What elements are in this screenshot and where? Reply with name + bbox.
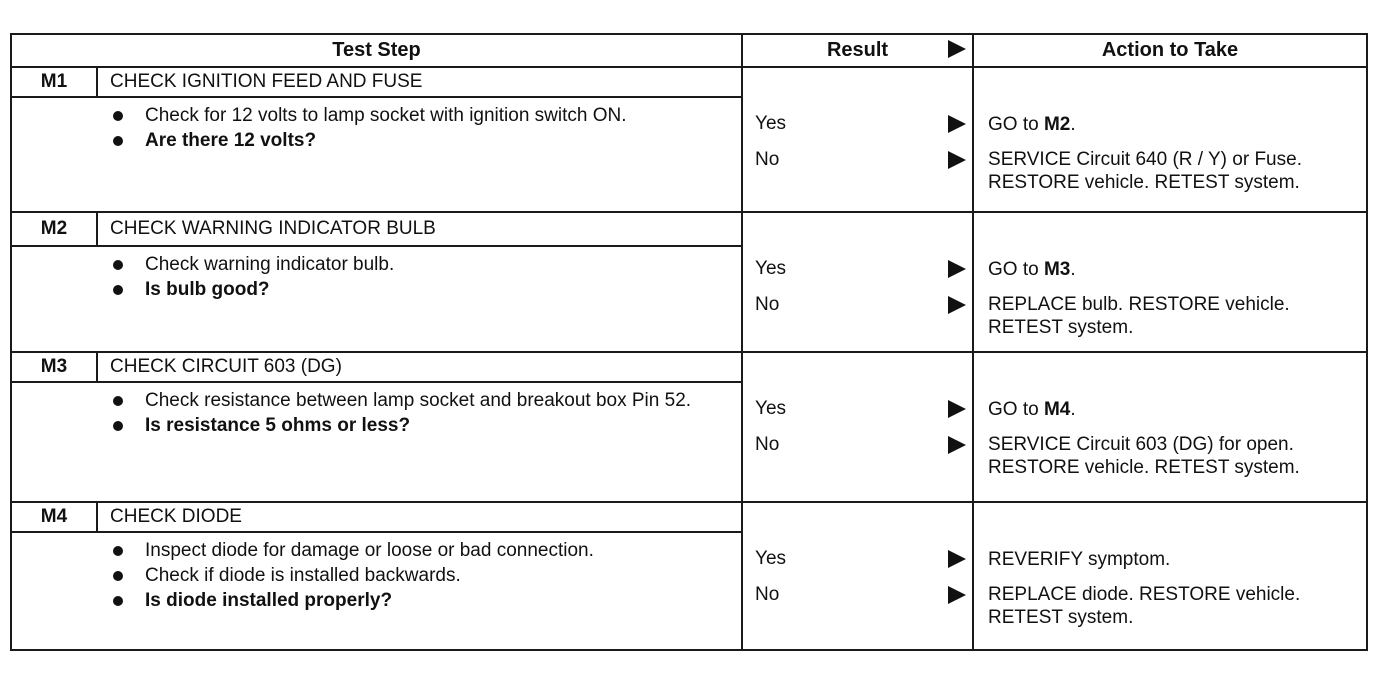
step-instructions: [97, 382, 742, 502]
step-id: M2: [11, 212, 97, 246]
header-result-label: Result: [826, 39, 889, 61]
arrow-right-icon: [948, 400, 966, 418]
action-yes: [988, 548, 1366, 571]
result-label: Yes: [755, 258, 787, 279]
result-cell: [742, 67, 973, 212]
result-cell: [742, 212, 973, 352]
bullet-icon: [113, 136, 123, 146]
bullet-icon: [113, 546, 123, 556]
step-question: [107, 414, 741, 437]
diagnostic-table: [10, 33, 1368, 651]
action-text: SERVICE Circuit 603 (DG) for open. RESTORE vehicle. RETEST system.: [988, 434, 1300, 478]
action-text-end: .: [1070, 399, 1076, 420]
arrow-right-icon: [948, 296, 966, 314]
action-no: [988, 148, 1366, 194]
action-cell: [973, 212, 1367, 352]
result-label: No: [755, 584, 780, 605]
action-text: REPLACE bulb. RESTORE vehicle. RETEST system.: [988, 294, 1290, 338]
step-question: [107, 278, 741, 301]
result-no: [743, 287, 972, 323]
result-yes: [743, 106, 972, 142]
result-no: [743, 427, 972, 463]
action-yes: [988, 113, 1366, 136]
instruction-text: Check for 12 volts to lamp socket with ignition switch ON.: [145, 105, 627, 126]
step-title-row: [11, 502, 1367, 532]
step-instructions: [97, 246, 742, 352]
step-id: M3: [11, 352, 97, 382]
result-label: No: [755, 294, 780, 315]
action-text: SERVICE Circuit 640 (R / Y) or Fuse. RESTORE vehicle. RETEST system.: [988, 149, 1302, 193]
instruction-text: Is resistance 5 ohms or less?: [145, 415, 411, 436]
bullet-icon: [113, 396, 123, 406]
action-cell: [973, 352, 1367, 502]
bullet-icon: [113, 596, 123, 606]
instruction-text: Check warning indicator bulb.: [145, 254, 395, 276]
instruction-text: Check if diode is installed backwards.: [145, 565, 461, 586]
instruction-text: Is diode installed properly?: [145, 590, 393, 611]
step-id-spacer: [11, 97, 97, 212]
bullet-icon: [113, 571, 123, 581]
arrow-right-icon: [948, 550, 966, 568]
step-title-row: [11, 212, 1367, 246]
action-step-ref: M3: [1043, 259, 1071, 280]
result-label: Yes: [755, 113, 787, 134]
instruction-text: Are there 12 volts?: [145, 130, 317, 151]
step-instructions: [97, 532, 742, 650]
step-id: M4: [11, 502, 97, 532]
step-instructions: [97, 97, 742, 212]
step-instruction: [107, 253, 741, 276]
step-title-row: [11, 67, 1367, 97]
result-yes: [743, 541, 972, 577]
bullet-icon: [113, 260, 123, 270]
instruction-text: Is bulb good?: [145, 279, 270, 301]
action-text-end: .: [1070, 259, 1076, 280]
result-no: [743, 142, 972, 178]
step-title: CHECK DIODE: [97, 502, 742, 532]
action-text-end: .: [1070, 114, 1076, 135]
action-text: REVERIFY symptom.: [988, 549, 1171, 570]
result-cell: [742, 502, 973, 650]
step-question: [107, 589, 741, 612]
step-instruction: [107, 539, 741, 562]
arrow-right-icon: [948, 586, 966, 604]
result-label: No: [755, 149, 780, 170]
step-id: M1: [11, 67, 97, 97]
step-instruction: [107, 564, 741, 587]
bullet-icon: [113, 421, 123, 431]
action-text: GO to: [988, 399, 1044, 420]
step-id-spacer: [11, 246, 97, 352]
step-title: CHECK IGNITION FEED AND FUSE: [97, 67, 742, 97]
action-step-ref: M2: [1043, 114, 1071, 135]
action-text: REPLACE diode. RESTORE vehicle. RETEST system.: [988, 584, 1301, 628]
result-label: Yes: [755, 398, 787, 419]
step-question: [107, 129, 741, 152]
result-yes: [743, 251, 972, 287]
action-no: [988, 293, 1366, 339]
action-text: GO to: [988, 259, 1044, 280]
arrow-right-icon: [948, 260, 966, 278]
arrow-right-icon: [948, 115, 966, 133]
header-action: Action to Take: [973, 34, 1367, 67]
step-id-spacer: [11, 382, 97, 502]
arrow-right-icon: [948, 436, 966, 454]
result-label: No: [755, 434, 780, 455]
result-no: [743, 577, 972, 613]
arrow-right-icon: [948, 151, 966, 169]
action-yes: [988, 258, 1366, 281]
header-row: [11, 34, 1367, 67]
step-title: CHECK CIRCUIT 603 (DG): [97, 352, 742, 382]
action-step-ref: M4: [1043, 399, 1071, 420]
step-instruction: [107, 104, 741, 127]
action-cell: [973, 67, 1367, 212]
action-cell: [973, 502, 1367, 650]
step-id-spacer: [11, 532, 97, 650]
header-test-step: Test Step: [11, 34, 742, 67]
step-instruction: [107, 389, 741, 412]
bullet-icon: [113, 285, 123, 295]
step-title-row: [11, 352, 1367, 382]
bullet-icon: [113, 111, 123, 121]
step-title: CHECK WARNING INDICATOR BULB: [97, 212, 742, 246]
instruction-text: Check resistance between lamp socket and breakout box Pin 52.: [145, 390, 692, 411]
result-yes: [743, 391, 972, 427]
header-result: [742, 34, 973, 67]
action-yes: [988, 398, 1366, 421]
result-cell: [742, 352, 973, 502]
action-no: [988, 433, 1366, 479]
action-no: [988, 583, 1366, 629]
action-text: GO to: [988, 114, 1044, 135]
instruction-text: Inspect diode for damage or loose or bad connection.: [145, 540, 594, 561]
arrow-right-icon: [948, 40, 966, 58]
result-label: Yes: [755, 548, 787, 569]
